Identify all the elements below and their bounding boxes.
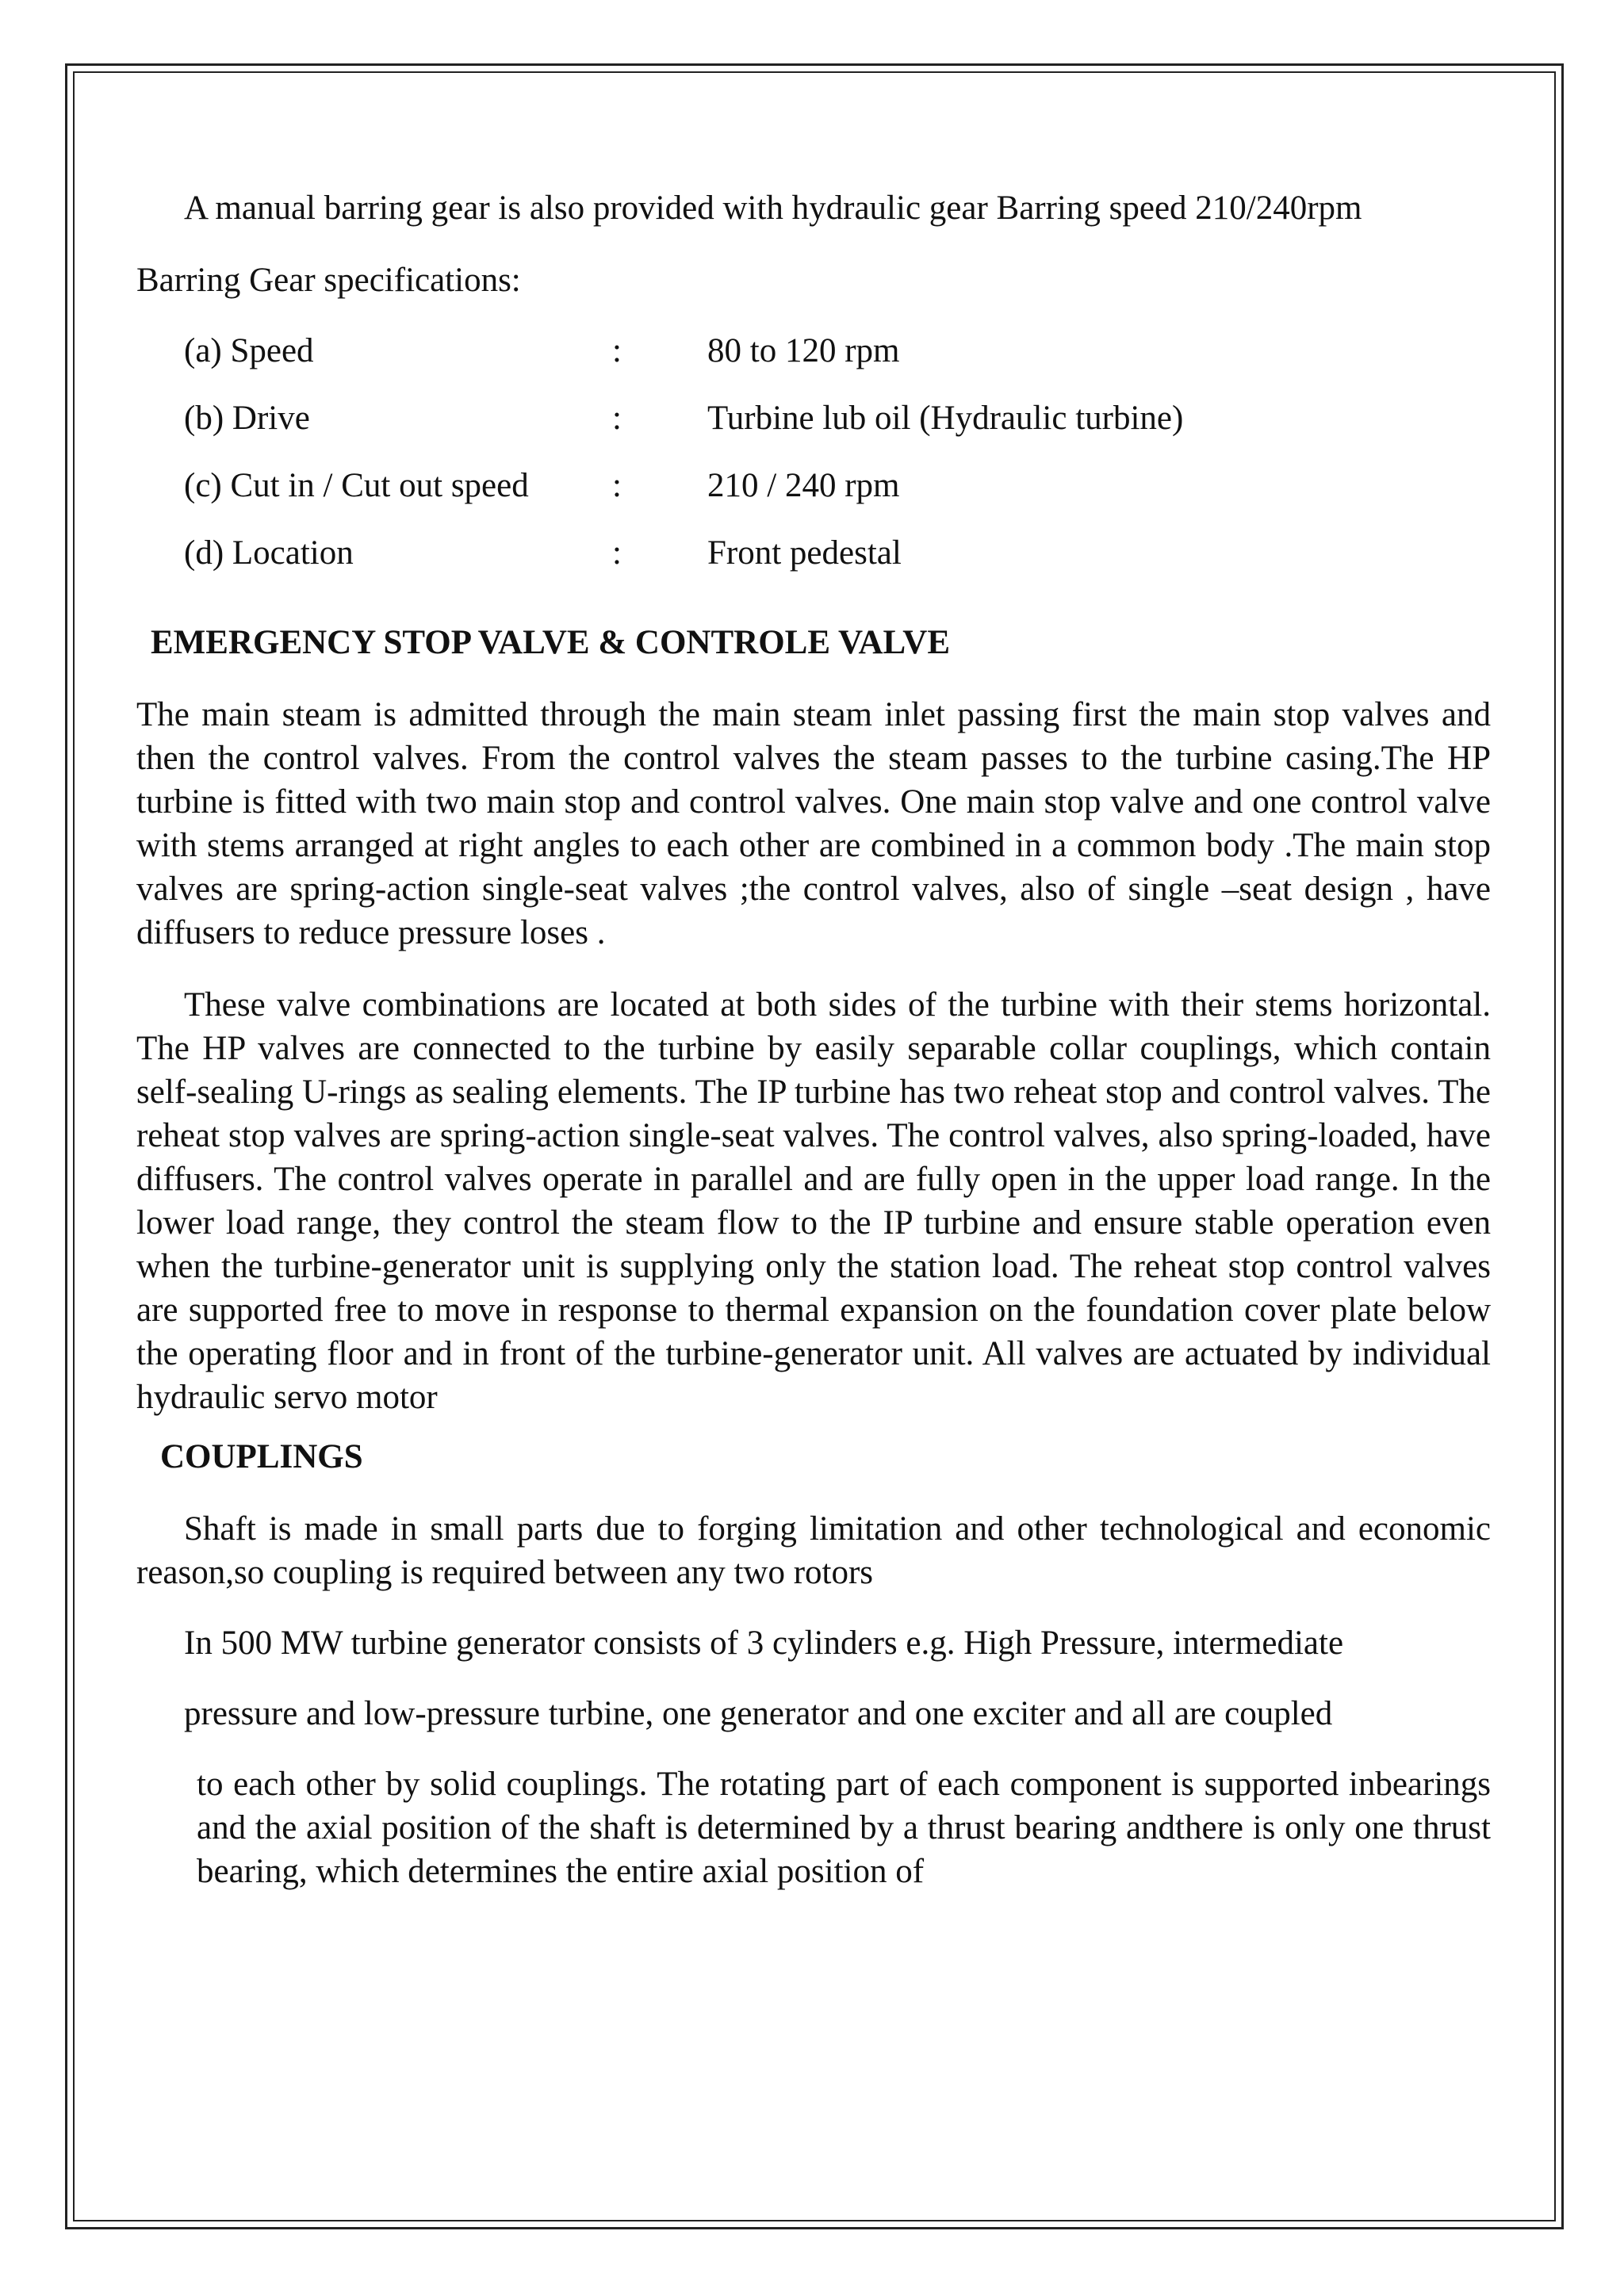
spec-colon: : (612, 534, 622, 572)
spec-value: 80 to 120 rpm (707, 332, 900, 369)
spec-value: Turbine lub oil (Hydraulic turbine) (707, 400, 1184, 437)
section-heading-emergency-stop-valve: EMERGENCY STOP VALVE & CONTROLE VALVE (151, 624, 951, 661)
paragraph-line: pressure and low-pressure turbine, one generator and one exciter and all are coupled (184, 1695, 1333, 1732)
spec-colon: : (612, 467, 622, 504)
paragraph: These valve combinations are located at both sides of the turbine with their stems horizontal. The HP valves are connected to the turbine by easily separable collar couplings, which contain self-sealing U-rings as sealing elements. The IP turbine has two reheat stop and control valves. The reheat stop valves are spring-action single-seat valves. The control valves, also spring-loaded, have diffusers. The control valves operate in parallel and are fully open in the upper load range. In the lower load range, they control the steam flow to the IP turbine and ensure stable operation even when the turbine-generator unit is supplying only the station load. The reheat stop control valves are supported free to move in response to thermal expansion on the foundation cover plate below the operating floor and in front of the turbine-generator unit. All valves are actuated by individual hydraulic servo motor (136, 986, 1491, 1416)
spec-label: (b) Drive (184, 400, 310, 437)
paragraph: Shaft is made in small parts due to forging limitation and other technological and economic reason,so coupling is required between any two rotors (136, 1510, 1491, 1591)
paragraph-line: In 500 MW turbine generator consists of 3 cylinders e.g. High Pressure, intermediate (184, 1624, 1344, 1662)
spec-row (184, 531, 1491, 575)
spec-value: 210 / 240 rpm (707, 467, 900, 504)
spec-value: Front pedestal (707, 534, 902, 572)
intro-paragraph: A manual barring gear is also provided with hydraulic gear Barring speed 210/240rpm (184, 189, 1362, 227)
spec-row (184, 396, 1491, 440)
spec-heading: Barring Gear specifications: (136, 262, 521, 299)
spec-colon: : (612, 332, 622, 369)
section-heading-couplings: COUPLINGS (160, 1438, 363, 1475)
spec-colon: : (612, 400, 622, 437)
paragraph: The main steam is admitted through the main steam inlet passing first the main stop valves and then the control valves. From the control valves the steam passes to the turbine casing.The HP turbine is fitted with two main stop and control valves. One main stop valve and one control valve with stems arranged at right angles to each other are combined in a common body .The main stop valves are spring-action single-seat valves ;the control valves, also of single –seat design , have diffusers to reduce pressure loses . (136, 696, 1491, 951)
spec-row (184, 329, 1491, 373)
spec-label: (c) Cut in / Cut out speed (184, 467, 529, 504)
spec-label: (a) Speed (184, 332, 314, 369)
paragraph: to each other by solid couplings. The rotating part of each component is supported inbearings and the axial position of the shaft is determined by a thrust bearing andthere is only one thrust bearing, which determines the entire axial position of (197, 1766, 1491, 1890)
spec-row (184, 464, 1491, 507)
spec-label: (d) Location (184, 534, 354, 572)
document-body (136, 186, 1491, 1893)
